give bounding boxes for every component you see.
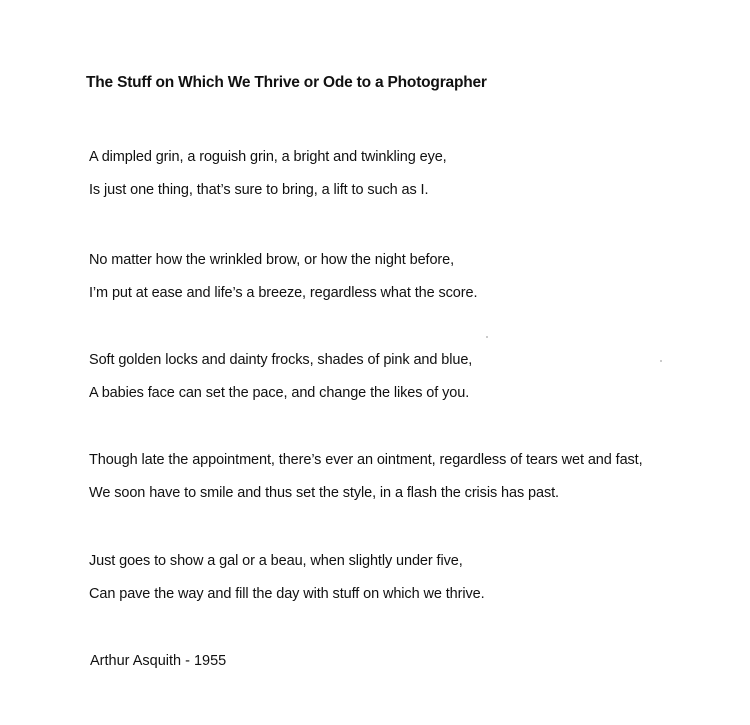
poem-line-1-1: A dimpled grin, a roguish grin, a bright and twinkling eye, bbox=[89, 149, 447, 165]
scan-speck bbox=[660, 360, 662, 362]
poem-line-3-2: A babies face can set the pace, and change the likes of you. bbox=[89, 385, 470, 401]
poem-line-4-1: Though late the appointment, there’s ever an ointment, regardless of tears wet and fast, bbox=[89, 452, 643, 468]
poem-line-3-1: Soft golden locks and dainty frocks, shades of pink and blue, bbox=[89, 352, 473, 368]
author-signature: Arthur Asquith - 1955 bbox=[90, 653, 227, 669]
scan-speck bbox=[486, 336, 488, 338]
poem-line-5-1: Just goes to show a gal or a beau, when slightly under five, bbox=[89, 553, 463, 569]
poem-title: The Stuff on Which We Thrive or Ode to a Photographer bbox=[86, 74, 487, 91]
poem-line-5-2: Can pave the way and fill the day with stuff on which we thrive. bbox=[89, 586, 485, 602]
poem-line-1-2: Is just one thing, that’s sure to bring, a lift to such as I. bbox=[89, 182, 429, 198]
poem-line-2-1: No matter how the wrinkled brow, or how the night before, bbox=[89, 252, 455, 268]
poem-line-4-2: We soon have to smile and thus set the style, in a flash the crisis has past. bbox=[89, 485, 559, 501]
poem-line-2-2: I’m put at ease and life’s a breeze, regardless what the score. bbox=[89, 285, 478, 301]
